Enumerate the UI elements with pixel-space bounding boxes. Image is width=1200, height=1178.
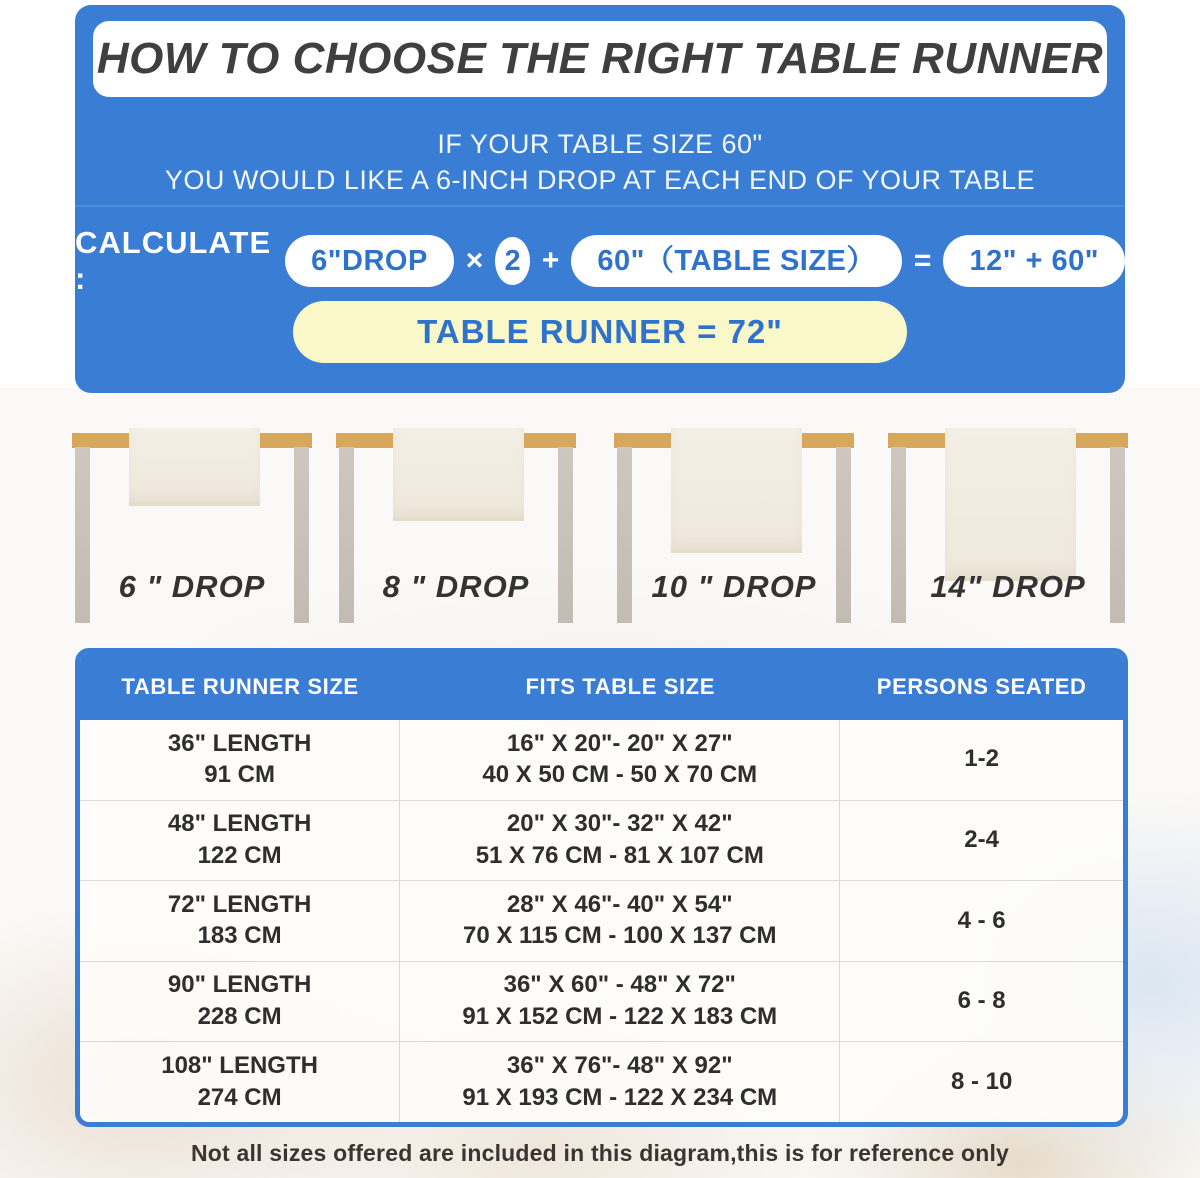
cell-persons [840, 720, 1123, 800]
calculation-formula-row [75, 225, 1125, 296]
cell-fits-size [400, 720, 840, 800]
table-row [80, 880, 1123, 961]
cell-fits-size [400, 801, 840, 881]
fits-size-inches: 36" X 76"- 48" X 92" [506, 1051, 733, 1079]
cell-fits-size [400, 962, 840, 1042]
runner-size-inches: 48" LENGTH [167, 810, 312, 838]
drop-label: 8 " DROP [382, 569, 530, 604]
runner-size-cm: 183 CM [197, 922, 282, 950]
footer-note: Not all sizes offered are included in this diagram,this is for reference only [190, 1140, 1010, 1166]
persons-seated: 8 - 10 [950, 1067, 1013, 1095]
subtitle-line-2: YOU WOULD LIKE A 6-INCH DROP AT EACH END OF YOUR TABLE [164, 165, 1036, 195]
cell-runner-size [80, 962, 400, 1042]
fits-size-cm: 70 X 115 CM - 100 X 137 CM [463, 922, 777, 950]
equals-sign: = [913, 244, 932, 277]
title-banner [93, 21, 1107, 97]
subtitle-line-1: IF YOUR TABLE SIZE 60" [437, 129, 763, 159]
cell-runner-size [80, 801, 400, 881]
fits-size-cm: 91 X 193 CM - 122 X 234 CM [462, 1083, 778, 1111]
page-title: HOW TO CHOOSE THE RIGHT TABLE RUNNER [96, 34, 1104, 83]
multiply-sign: × [465, 244, 484, 277]
drop-illustrations [0, 425, 1200, 648]
runner-size-cm: 274 CM [197, 1083, 282, 1111]
table-size-pill: 60"（TABLE SIZE） [571, 235, 902, 287]
table-runner-cloth [671, 428, 802, 553]
drop-label: 6 " DROP [118, 569, 266, 604]
table-runner-cloth [129, 428, 260, 506]
runner-size-inches: 72" LENGTH [167, 890, 312, 918]
panel-divider [75, 205, 1125, 207]
runner-size-cm: 122 CM [197, 841, 282, 869]
drop-label: 14" DROP [930, 569, 1086, 604]
persons-seated: 1-2 [964, 745, 999, 773]
runner-size-cm: 228 CM [197, 1003, 282, 1031]
size-table-header-row [80, 653, 1123, 720]
fits-size-inches: 28" X 46"- 40" X 54" [506, 890, 733, 918]
table-row [80, 800, 1123, 881]
cell-persons [840, 801, 1123, 881]
cell-fits-size [400, 1042, 840, 1122]
table-row [80, 720, 1123, 800]
persons-seated: 2-4 [964, 825, 999, 853]
size-reference-table [75, 648, 1128, 1127]
runner-size-inches: 108" LENGTH [161, 1051, 318, 1079]
header-cell-fits-size: FITS TABLE SIZE [525, 673, 715, 699]
drop-label: 10 " DROP [651, 569, 817, 604]
fits-size-inches: 20" X 30"- 32" X 42" [506, 810, 733, 838]
persons-seated: 6 - 8 [957, 987, 1006, 1015]
multiplier-circle: 2 [495, 237, 530, 285]
runner-size-inches: 90" LENGTH [167, 971, 312, 999]
fits-size-cm: 91 X 152 CM - 122 X 183 CM [462, 1003, 778, 1031]
cell-persons [840, 881, 1123, 961]
cell-fits-size [400, 881, 840, 961]
drop-figure-8 [336, 425, 576, 648]
cell-persons [840, 962, 1123, 1042]
persons-seated: 4 - 6 [957, 906, 1006, 934]
cell-runner-size [80, 881, 400, 961]
drop-value-pill: 6"DROP [285, 235, 454, 287]
drop-figure-6 [72, 425, 312, 648]
header-cell-persons: PERSONS SEATED [876, 673, 1087, 699]
fits-size-inches: 16" X 20"- 20" X 27" [506, 729, 733, 757]
plus-sign: + [541, 244, 560, 277]
table-row [80, 1041, 1123, 1122]
table-runner-cloth [393, 428, 524, 521]
size-table-body [80, 720, 1123, 1122]
sum-result-pill: 12" + 60" [943, 235, 1125, 287]
fits-size-cm: 40 X 50 CM - 50 X 70 CM [482, 761, 758, 789]
drop-figure-14 [888, 425, 1128, 648]
cell-runner-size [80, 1042, 400, 1122]
runner-size-cm: 91 CM [204, 761, 275, 789]
table-row [80, 961, 1123, 1042]
fits-size-inches: 36" X 60" - 48" X 72" [503, 971, 736, 999]
drop-figure-10 [614, 425, 854, 648]
cell-runner-size [80, 720, 400, 800]
table-runner-cloth [945, 428, 1076, 581]
instruction-panel [75, 5, 1125, 393]
runner-size-inches: 36" LENGTH [167, 729, 312, 757]
header-cell-runner-size: TABLE RUNNER SIZE [121, 673, 359, 699]
calculate-label: CALCULATE : [75, 225, 272, 296]
fits-size-cm: 51 X 76 CM - 81 X 107 CM [475, 841, 764, 869]
runner-result-pill: TABLE RUNNER = 72" [293, 301, 907, 363]
cell-persons [840, 1042, 1123, 1122]
